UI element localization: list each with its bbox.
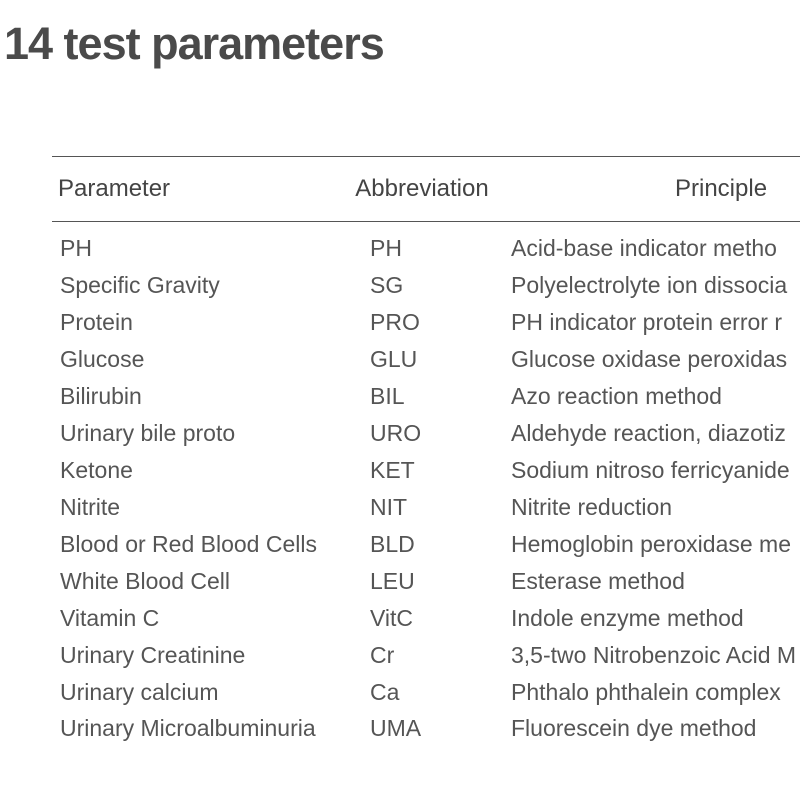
cell-parameter: Urinary Microalbuminuria <box>60 715 316 741</box>
cell-principle: Aldehyde reaction, diazotiz <box>511 420 786 446</box>
cell-abbreviation: GLU <box>370 346 418 372</box>
parameters-table-container <box>52 156 800 757</box>
cell-parameter: Nitrite <box>60 494 121 520</box>
cell-principle: Indole enzyme method <box>511 605 744 631</box>
header-principle: Principle <box>507 157 800 222</box>
cell-abbreviation: BLD <box>370 531 415 557</box>
header-parameter: Parameter <box>52 157 337 222</box>
cell-principle: Acid-base indicator metho <box>511 235 777 261</box>
cell-abbreviation: SG <box>370 272 404 298</box>
table-header <box>52 157 800 222</box>
table-row <box>52 489 800 526</box>
table-row <box>52 267 800 304</box>
table-row <box>52 341 800 378</box>
cell-abbreviation: PH <box>370 235 402 261</box>
cell-principle: Sodium nitroso ferricyanide <box>511 457 790 483</box>
cell-principle: PH indicator protein error r <box>511 309 782 335</box>
cell-parameter: Ketone <box>60 457 133 483</box>
table-row <box>52 674 800 711</box>
cell-principle: Esterase method <box>511 568 685 594</box>
cell-parameter: Urinary bile proto <box>60 420 236 446</box>
cell-principle: Azo reaction method <box>511 383 722 409</box>
cell-principle: Polyelectrolyte ion dissocia <box>511 272 788 298</box>
table-row <box>52 711 800 757</box>
cell-parameter: Protein <box>60 309 133 335</box>
cell-abbreviation: Ca <box>370 679 400 705</box>
cell-principle: Nitrite reduction <box>511 494 673 520</box>
cell-parameter: Urinary calcium <box>60 679 219 705</box>
parameters-table <box>52 156 800 757</box>
cell-abbreviation: KET <box>370 457 415 483</box>
header-abbreviation: Abbreviation <box>337 157 507 222</box>
table-row <box>52 378 800 415</box>
cell-abbreviation: LEU <box>370 568 415 594</box>
cell-principle: 3,5-two Nitrobenzoic Acid M <box>511 642 797 668</box>
cell-abbreviation: UMA <box>370 715 422 741</box>
header-row <box>52 157 800 222</box>
cell-principle: Phthalo phthalein complex <box>511 679 781 705</box>
table-row <box>52 452 800 489</box>
cell-principle: Hemoglobin peroxidase me <box>511 531 791 557</box>
cell-abbreviation: NIT <box>370 494 408 520</box>
cell-abbreviation: VitC <box>370 605 414 631</box>
table-row <box>52 637 800 674</box>
table-row <box>52 600 800 637</box>
cell-abbreviation: BIL <box>370 383 405 409</box>
cell-parameter: Bilirubin <box>60 383 142 409</box>
cell-parameter: Blood or Red Blood Cells <box>60 531 317 557</box>
cell-abbreviation: URO <box>370 420 422 446</box>
cell-principle: Glucose oxidase peroxidas <box>511 346 788 372</box>
cell-principle: Fluorescein dye method <box>511 715 757 741</box>
page-title: 14 test parameters <box>4 18 384 69</box>
table-row <box>52 222 800 268</box>
table-row <box>52 415 800 452</box>
table-row <box>52 526 800 563</box>
table-row <box>52 563 800 600</box>
cell-parameter: Vitamin C <box>60 605 160 631</box>
cell-parameter: Specific Gravity <box>60 272 220 298</box>
table-body <box>52 222 800 758</box>
cell-parameter: Glucose <box>60 346 145 372</box>
cell-parameter: PH <box>60 235 92 261</box>
cell-parameter: White Blood Cell <box>60 568 231 594</box>
cell-abbreviation: Cr <box>370 642 395 668</box>
cell-abbreviation: PRO <box>370 309 420 335</box>
cell-parameter: Urinary Creatinine <box>60 642 246 668</box>
table-row <box>52 304 800 341</box>
